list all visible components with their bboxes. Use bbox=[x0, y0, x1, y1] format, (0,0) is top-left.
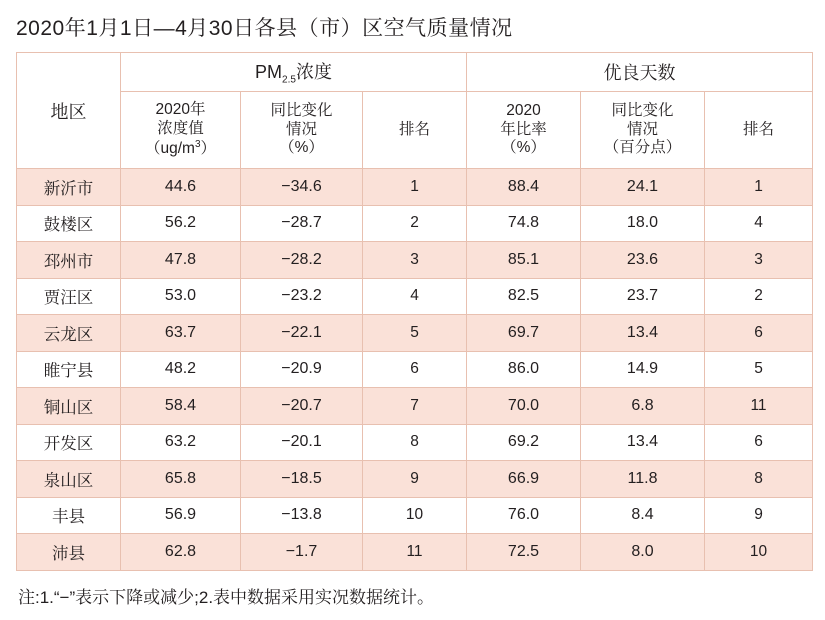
header-pm-unit-sup: 3 bbox=[194, 138, 201, 150]
cell-days-rank: 9 bbox=[705, 497, 813, 534]
table-row bbox=[17, 169, 813, 206]
cell-region: 邳州市 bbox=[17, 242, 121, 279]
cell-days-rank: 4 bbox=[705, 205, 813, 242]
cell-days-change: 13.4 bbox=[581, 424, 705, 461]
header-region: 地区 bbox=[17, 53, 121, 169]
header-pm-change bbox=[241, 92, 363, 169]
header-days-value bbox=[467, 92, 581, 169]
table-row bbox=[17, 497, 813, 534]
cell-pm-rank: 11 bbox=[363, 534, 467, 571]
cell-pm-rank: 7 bbox=[363, 388, 467, 425]
cell-region: 丰县 bbox=[17, 497, 121, 534]
cell-region: 沛县 bbox=[17, 534, 121, 571]
cell-region: 鼓楼区 bbox=[17, 205, 121, 242]
header-days-value-line2: 年比率 bbox=[500, 120, 547, 138]
table-row bbox=[17, 315, 813, 352]
cell-pm-value: 53.0 bbox=[121, 278, 241, 315]
cell-pm-value: 63.2 bbox=[121, 424, 241, 461]
cell-pm-value: 62.8 bbox=[121, 534, 241, 571]
cell-pm-change: −22.1 bbox=[241, 315, 363, 352]
cell-pm-value: 47.8 bbox=[121, 242, 241, 279]
cell-days-value: 85.1 bbox=[467, 242, 581, 279]
cell-days-value: 72.5 bbox=[467, 534, 581, 571]
header-days-value-line3: （%） bbox=[501, 139, 546, 157]
table-row bbox=[17, 388, 813, 425]
cell-days-value: 82.5 bbox=[467, 278, 581, 315]
header-group-pm25-tail: 浓度 bbox=[295, 62, 332, 83]
header-pm-value-line2: 浓度值 bbox=[157, 119, 204, 137]
table-row bbox=[17, 205, 813, 242]
header-days-change-line1: 同比变化 bbox=[611, 101, 674, 119]
cell-days-change: 8.0 bbox=[581, 534, 705, 571]
cell-pm-change: −13.8 bbox=[241, 497, 363, 534]
cell-days-value: 66.9 bbox=[467, 461, 581, 498]
cell-days-rank: 10 bbox=[705, 534, 813, 571]
cell-pm-rank: 10 bbox=[363, 497, 467, 534]
page-title: 2020年1月1日—4月30日各县（市）区空气质量情况 bbox=[16, 17, 513, 40]
cell-pm-change: −23.2 bbox=[241, 278, 363, 315]
cell-days-rank: 11 bbox=[705, 388, 813, 425]
cell-pm-rank: 4 bbox=[363, 278, 467, 315]
cell-pm-value: 44.6 bbox=[121, 169, 241, 206]
header-group-pm25-sub: 2.5 bbox=[282, 74, 296, 86]
header-pm-rank: 排名 bbox=[363, 92, 467, 169]
table-row bbox=[17, 424, 813, 461]
cell-pm-rank: 8 bbox=[363, 424, 467, 461]
cell-pm-rank: 3 bbox=[363, 242, 467, 279]
header-days-rank: 排名 bbox=[705, 92, 813, 169]
cell-pm-value: 56.2 bbox=[121, 205, 241, 242]
cell-pm-change: −20.7 bbox=[241, 388, 363, 425]
cell-days-rank: 6 bbox=[705, 315, 813, 352]
cell-days-change: 23.7 bbox=[581, 278, 705, 315]
table-row bbox=[17, 242, 813, 279]
cell-days-rank: 3 bbox=[705, 242, 813, 279]
header-pm-value-line1: 2020年 bbox=[155, 101, 206, 119]
cell-days-rank: 8 bbox=[705, 461, 813, 498]
cell-region: 贾汪区 bbox=[17, 278, 121, 315]
cell-region: 铜山区 bbox=[17, 388, 121, 425]
header-pm-change-line1: 同比变化 bbox=[270, 101, 333, 119]
cell-days-change: 13.4 bbox=[581, 315, 705, 352]
cell-region: 睢宁县 bbox=[17, 351, 121, 388]
cell-days-value: 70.0 bbox=[467, 388, 581, 425]
header-pm-unit-post: ） bbox=[200, 140, 217, 158]
header-pm-value bbox=[121, 92, 241, 169]
cell-pm-value: 63.7 bbox=[121, 315, 241, 352]
cell-days-value: 69.2 bbox=[467, 424, 581, 461]
cell-pm-change: −28.7 bbox=[241, 205, 363, 242]
header-group-good-days: 优良天数 bbox=[467, 53, 813, 92]
header-group-pm25 bbox=[121, 53, 467, 92]
cell-pm-value: 65.8 bbox=[121, 461, 241, 498]
air-quality-table bbox=[16, 52, 813, 571]
cell-pm-rank: 5 bbox=[363, 315, 467, 352]
header-pm-value-line3 bbox=[121, 139, 240, 159]
cell-days-value: 76.0 bbox=[467, 497, 581, 534]
cell-days-change: 6.8 bbox=[581, 388, 705, 425]
cell-pm-rank: 6 bbox=[363, 351, 467, 388]
cell-region: 泉山区 bbox=[17, 461, 121, 498]
cell-days-change: 18.0 bbox=[581, 205, 705, 242]
cell-days-change: 8.4 bbox=[581, 497, 705, 534]
table-row bbox=[17, 461, 813, 498]
header-pm-unit-pre: （ug/m bbox=[144, 140, 195, 158]
header-days-change bbox=[581, 92, 705, 169]
cell-region: 新沂市 bbox=[17, 169, 121, 206]
header-days-value-line1: 2020 bbox=[506, 101, 541, 119]
table-row bbox=[17, 534, 813, 571]
cell-pm-change: −18.5 bbox=[241, 461, 363, 498]
cell-days-rank: 1 bbox=[705, 169, 813, 206]
header-days-change-line3: （百分点） bbox=[603, 139, 682, 157]
cell-days-change: 23.6 bbox=[581, 242, 705, 279]
cell-days-value: 69.7 bbox=[467, 315, 581, 352]
table-body bbox=[17, 169, 813, 571]
cell-pm-rank: 9 bbox=[363, 461, 467, 498]
cell-days-rank: 2 bbox=[705, 278, 813, 315]
cell-pm-value: 56.9 bbox=[121, 497, 241, 534]
cell-days-change: 14.9 bbox=[581, 351, 705, 388]
cell-days-value: 88.4 bbox=[467, 169, 581, 206]
cell-region: 云龙区 bbox=[17, 315, 121, 352]
cell-days-change: 11.8 bbox=[581, 461, 705, 498]
cell-pm-rank: 2 bbox=[363, 205, 467, 242]
table-row bbox=[17, 351, 813, 388]
cell-days-value: 74.8 bbox=[467, 205, 581, 242]
header-days-change-line2: 情况 bbox=[626, 120, 658, 138]
table-header-sub-row bbox=[17, 92, 813, 169]
cell-days-rank: 5 bbox=[705, 351, 813, 388]
header-group-pm25-main: PM bbox=[255, 62, 283, 83]
cell-pm-change: −20.9 bbox=[241, 351, 363, 388]
cell-pm-change: −28.2 bbox=[241, 242, 363, 279]
header-pm-change-line3: （%） bbox=[279, 139, 324, 157]
header-pm-change-line2: 情况 bbox=[285, 120, 317, 138]
cell-pm-value: 58.4 bbox=[121, 388, 241, 425]
cell-pm-change: −20.1 bbox=[241, 424, 363, 461]
table-header-top-row bbox=[17, 53, 813, 92]
cell-pm-change: −34.6 bbox=[241, 169, 363, 206]
table-row bbox=[17, 278, 813, 315]
cell-pm-change: −1.7 bbox=[241, 534, 363, 571]
cell-days-value: 86.0 bbox=[467, 351, 581, 388]
cell-days-rank: 6 bbox=[705, 424, 813, 461]
cell-days-change: 24.1 bbox=[581, 169, 705, 206]
cell-pm-value: 48.2 bbox=[121, 351, 241, 388]
table-note: 注:1.“−”表示下降或减少;2.表中数据采用实况数据统计。 bbox=[18, 587, 435, 607]
cell-region: 开发区 bbox=[17, 424, 121, 461]
cell-pm-rank: 1 bbox=[363, 169, 467, 206]
table-header bbox=[17, 53, 813, 169]
